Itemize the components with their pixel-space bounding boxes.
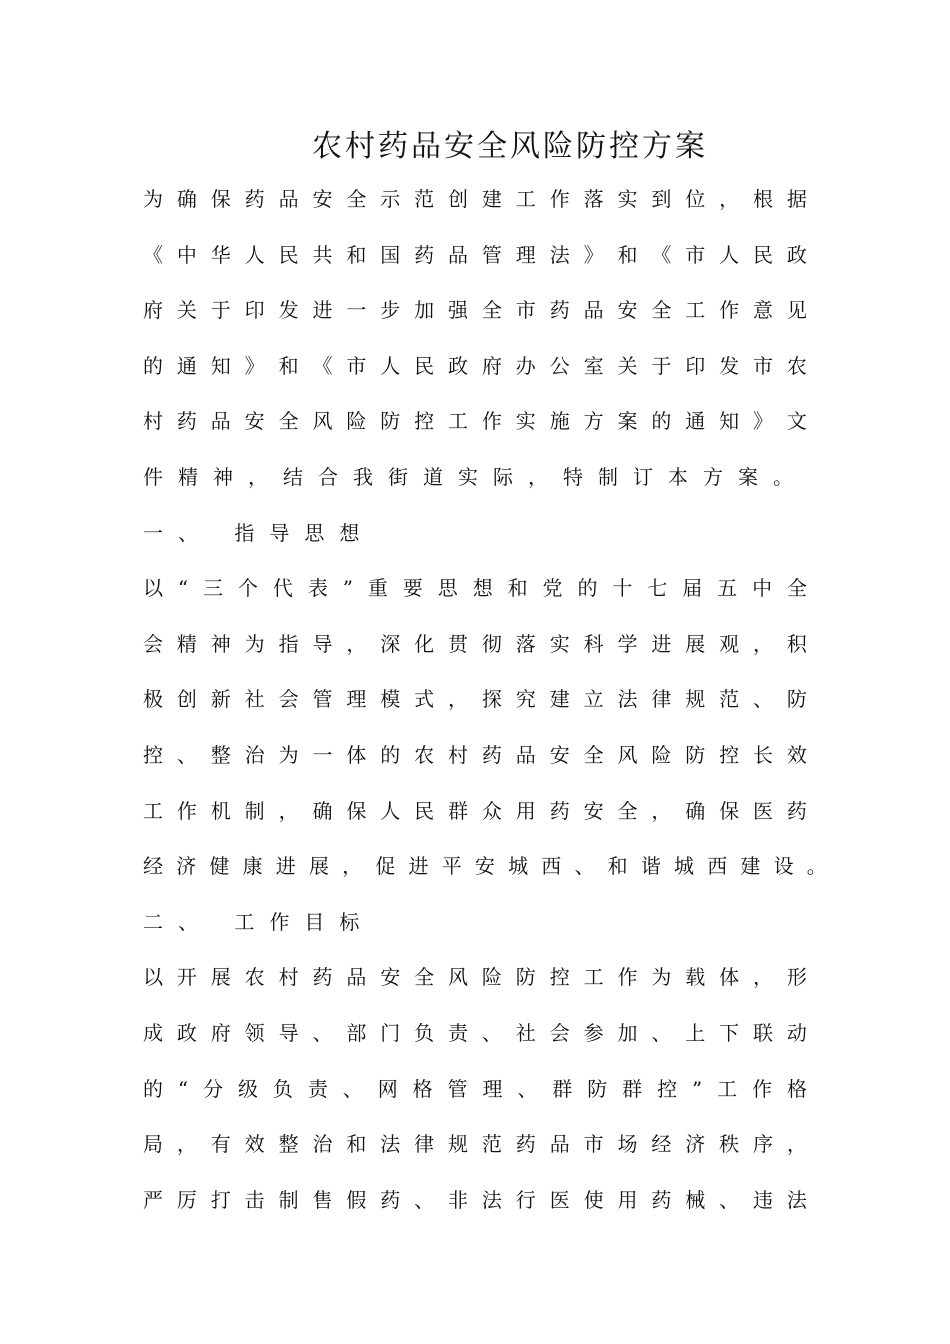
paragraph-line: 极 创 新 社 会 管 理 模 式 ， 探 究 建 立 法 律 规 范 、 防	[143, 687, 807, 712]
paragraph-line: 件精神，结合我街道实际，特制订本方案。	[143, 464, 808, 489]
section-heading: 二、 工作目标	[143, 909, 375, 934]
paragraph-line: 工 作 机 制 ， 确 保 人 民 群 众 用 药 安 全 ， 确 保 医 药	[143, 798, 807, 823]
paragraph-line: 府 关 于 印 发 进 一 步 加 强 全 市 药 品 安 全 工 作 意 见	[143, 298, 807, 323]
document-title: 农村药品安全风险防控方案	[312, 129, 708, 164]
paragraph-line: 控 、 整 治 为 一 体 的 农 村 药 品 安 全 风 险 防 控 长 效	[143, 742, 807, 767]
paragraph-line-wide: 经 济 健 康 进 展 ， 促 进 平 安 城 西 、 和 谐 城 西 建 设 。	[143, 854, 827, 879]
paragraph-line: 成 政 府 领 导 、 部 门 负 责 、 社 会 参 加 、 上 下 联 动	[143, 1020, 807, 1045]
paragraph-line: 的 通 知 》 和 《 市 人 民 政 府 办 公 室 关 于 印 发 市 农	[143, 353, 807, 378]
paragraph-line: 的 “ 分 级 负 责 、 网 格 管 理 、 群 防 群 控 ” 工 作 格	[143, 1076, 807, 1101]
paragraph-line: 村 药 品 安 全 风 险 防 控 工 作 实 施 方 案 的 通 知 》 文	[143, 409, 807, 434]
paragraph-line: 《 中 华 人 民 共 和 国 药 品 管 理 法 》 和 《 市 人 民 政	[143, 242, 807, 267]
section-heading: 一、 指导思想	[143, 520, 375, 545]
paragraph-line: 以 开 展 农 村 药 品 安 全 风 险 防 控 工 作 为 载 体 ， 形	[143, 965, 807, 990]
paragraph-line: 严 厉 打 击 制 售 假 药 、 非 法 行 医 使 用 药 械 、 违 法	[143, 1187, 807, 1212]
paragraph-line: 为 确 保 药 品 安 全 示 范 创 建 工 作 落 实 到 位 ， 根 据	[143, 187, 807, 211]
document-body	[143, 172, 843, 1228]
paragraph-line: 会 精 神 为 指 导 ， 深 化 贯 彻 落 实 科 学 进 展 观 ， 积	[143, 631, 807, 656]
paragraph-line: 局 ， 有 效 整 治 和 法 律 规 范 药 品 市 场 经 济 秩 序 ，	[143, 1132, 807, 1157]
paragraph-line: 以 “ 三 个 代 表 ” 重 要 思 想 和 党 的 十 七 届 五 中 全	[143, 576, 807, 601]
